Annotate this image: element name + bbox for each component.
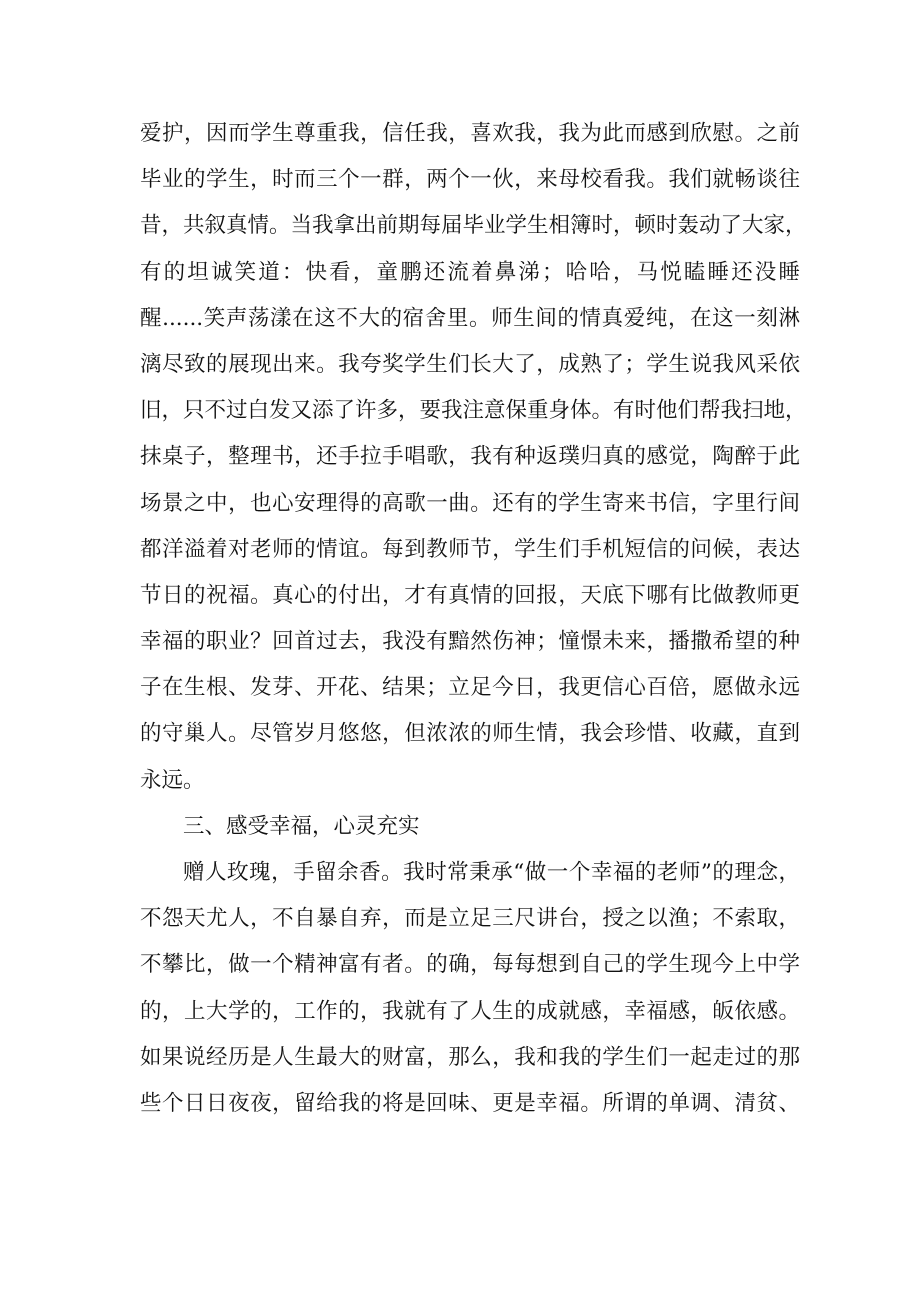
text-line: 子在生根、发芽、开花、结果；立足今日，我更信心百倍，愿做永远: [140, 675, 800, 701]
text-line: 有的坦诚笑道：快看，童鹏还流着鼻涕；哈哈，马悦瞌睡还没睡: [140, 259, 800, 285]
text-line: 的守巢人。尽管岁月悠悠，但浓浓的师生情，我会珍惜、收藏，直到: [140, 721, 800, 747]
text-line: 毕业的学生，时而三个一群，两个一伙，来母校看我。我们就畅谈往: [140, 167, 800, 193]
text-line: 都洋溢着对老师的情谊。每到教师节，学生们手机短信的问候，表达: [140, 536, 800, 562]
body-text: [140, 111, 807, 1127]
text-line: 如果说经历是人生最大的财富，那么，我和我的学生们一起走过的那: [140, 1044, 800, 1070]
section-heading: 三、感受幸福，心灵充实: [183, 813, 420, 839]
text-line: 的，上大学的，工作的，我就有了人生的成就感，幸福感，皈依感。: [140, 998, 800, 1024]
text-line: 些个日日夜夜，留给我的将是回味、更是幸福。所谓的单调、清贫、: [140, 1090, 800, 1116]
text-line: 抹桌子，整理书，还手拉手唱歌，我有种返璞归真的感觉，陶醉于此: [140, 444, 800, 470]
text-line: 旧，只不过白发又添了许多，要我注意保重身体。有时他们帮我扫地，: [140, 398, 807, 424]
text-line: 昔，共叙真情。当我拿出前期每届毕业学生相簿时，顿时轰动了大家，: [140, 213, 807, 239]
text-line: 节日的祝福。真心的付出，才有真情的回报，天底下哪有比做教师更: [140, 582, 800, 608]
text-line: 醒......笑声荡漾在这不大的宿舍里。师生间的情真爱纯，在这一刻淋: [140, 305, 800, 331]
text-line: 赠人玫瑰，手留余香。我时常秉承“做一个幸福的老师”的理念，: [183, 860, 800, 885]
text-line: 不怨天尤人，不自暴自弃，而是立足三尺讲台，授之以渔；不索取，: [140, 906, 800, 932]
text-line: 不攀比，做一个精神富有者。的确，每每想到自己的学生现今上中学: [140, 952, 800, 978]
text-line: 漓尽致的展现出来。我夸奖学生们长大了，成熟了；学生说我风采依: [140, 351, 800, 377]
text-line: 永远。: [140, 767, 205, 793]
text-line: 场景之中，也心安理得的高歌一曲。还有的学生寄来书信，字里行间: [140, 490, 800, 516]
text-line: 爱护，因而学生尊重我，信任我，喜欢我，我为此而感到欣慰。之前: [140, 121, 800, 146]
text-line: 幸福的职业？回首过去，我没有黯然伤神；憧憬未来，播撒希望的种: [140, 629, 800, 655]
